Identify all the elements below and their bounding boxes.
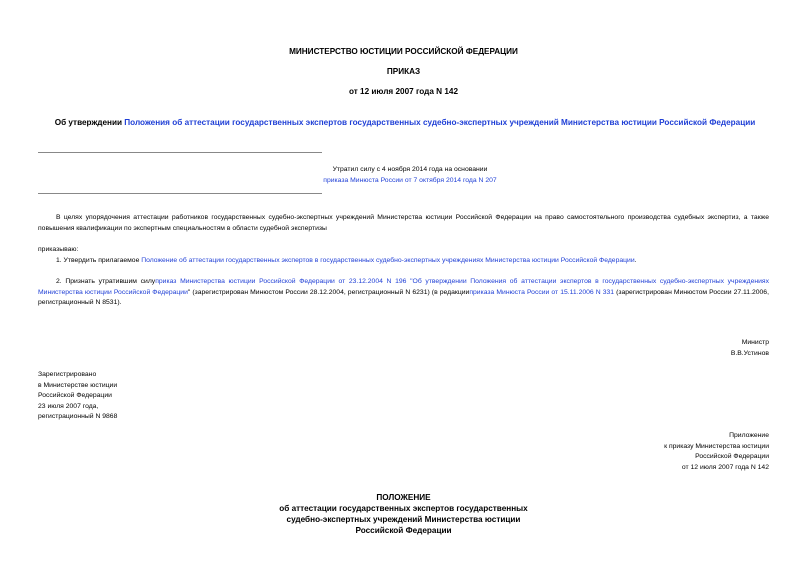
registration-line-5: регистрационный N 9868 bbox=[38, 413, 118, 420]
item-1-prefix: 1. Утвердить прилагаемое bbox=[56, 257, 142, 264]
regulation-line-1: об аттестации государственных экспертов государственных bbox=[279, 504, 528, 513]
registration-block bbox=[38, 370, 117, 423]
appendix-line-1: Приложение bbox=[729, 432, 769, 439]
appendix-line-2: к приказу Министерства юстиции bbox=[664, 442, 769, 450]
item-2 bbox=[38, 277, 769, 309]
item-1-suffix: . bbox=[634, 257, 637, 264]
divider-bottom bbox=[38, 193, 322, 194]
signature-position: Министр bbox=[741, 339, 769, 346]
doc-date-number: от 12 июля 2007 года N 142 bbox=[348, 87, 459, 96]
item-2-order-link[interactable]: приказ Министерства юстиции Российской Федерации от 23.12.2004 N 196 "Об утверждении Положения об аттестации экспертов в государственных судебно-экспертных учреждениях Министерства юстиции Российской Федерации bbox=[38, 278, 769, 296]
appendix-block bbox=[664, 431, 769, 473]
item-2-mid: " (зарегистрирован Минюстом России 28.12.2004, регистрационный N 6231) (в редакции bbox=[187, 288, 470, 296]
ministry-heading: МИНИСТЕРСТВО ЮСТИЦИИ РОССИЙСКОЙ ФЕДЕРАЦИИ bbox=[289, 47, 518, 56]
registration-line-1: Зарегистрировано bbox=[38, 371, 97, 378]
item-2-suffix: (зарегистрирован Минюстом России 27.11.2006, регистрационный N 8531). bbox=[38, 288, 769, 306]
preamble-paragraph: В целях упорядочения аттестации работников государственных судебно-экспертных учреждений Министерства юстиции Российской Федерации на право самостоятельного производства судебных экспертиз, а также повышения квалификации по экспертным специальностям в области судебной экспертизы bbox=[38, 214, 769, 232]
item-2-prefix: 2. Признать утратившим силу bbox=[56, 278, 156, 285]
appendix-line-4: от 12 июля 2007 года N 142 bbox=[681, 463, 769, 471]
item-2-amendment-link[interactable]: приказа Минюста России от 15.11.2006 N 331 bbox=[469, 288, 615, 296]
doc-type-heading: ПРИКАЗ bbox=[386, 67, 421, 76]
registration-line-3: Российской Федерации bbox=[38, 392, 112, 399]
regulation-line-3: Российской Федерации bbox=[355, 526, 452, 535]
status-note bbox=[310, 165, 510, 186]
signature-block bbox=[731, 338, 769, 359]
registration-line-2: в Министерстве юстиции bbox=[38, 381, 118, 389]
item-1 bbox=[56, 256, 769, 267]
title-regulation-link[interactable]: Положения об аттестации государственных экспертов государственных судебно-экспертных учреждений Министерства юстиции Российской Федерации bbox=[124, 118, 756, 127]
divider-top bbox=[38, 152, 322, 153]
regulation-line-2: судебно-экспертных учреждений Министерства юстиции bbox=[286, 515, 521, 524]
registration-line-4: 23 июля 2007 года, bbox=[38, 402, 99, 410]
document-title bbox=[45, 117, 765, 128]
signature-name: В.В.Устинов bbox=[730, 349, 769, 357]
item-1-regulation-link[interactable]: Положение об аттестации государственных экспертов в государственных судебно-экспертных учреждениях Министерства юстиции Российской Федерации bbox=[141, 257, 635, 264]
regulation-heading bbox=[0, 492, 807, 536]
order-word: приказываю: bbox=[38, 246, 79, 253]
appendix-line-3: Российской Федерации bbox=[695, 453, 769, 460]
status-repeal-link[interactable]: приказа Минюста России от 7 октября 2014 года N 207 bbox=[323, 176, 497, 184]
status-line: Утратил силу с 4 ноября 2014 года на основании bbox=[332, 166, 488, 173]
regulation-title: ПОЛОЖЕНИЕ bbox=[376, 493, 431, 502]
title-prefix: Об утверждении bbox=[54, 118, 125, 127]
